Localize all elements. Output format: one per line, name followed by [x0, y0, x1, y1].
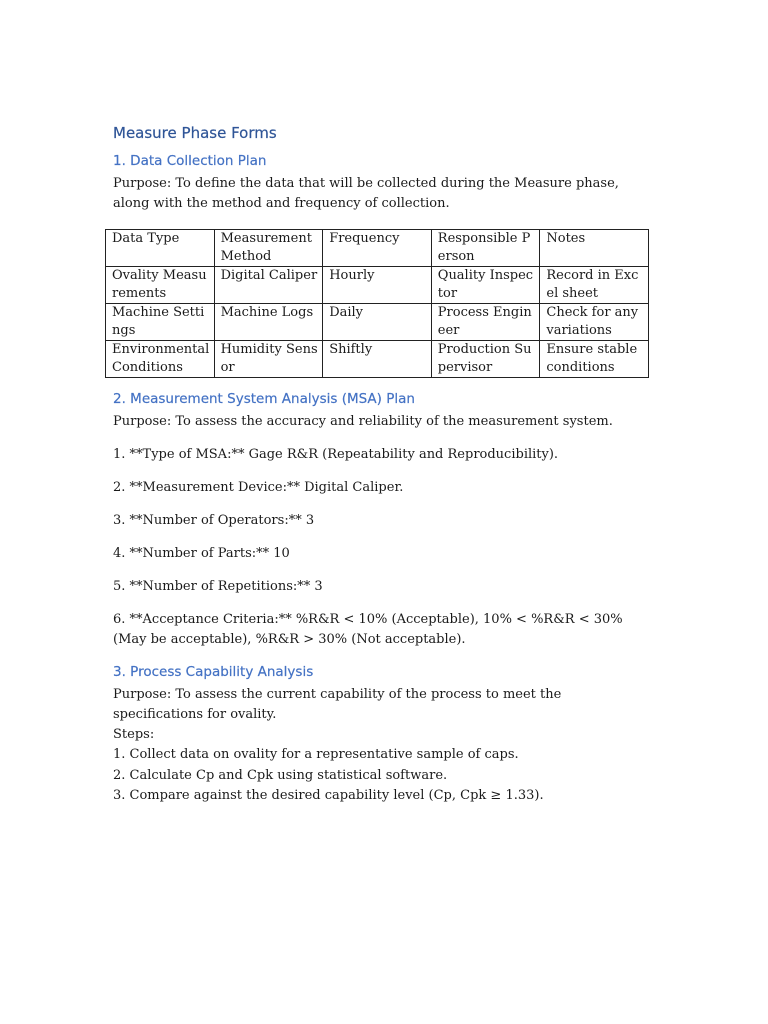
table-cell: Daily: [323, 304, 432, 341]
table-cell: Environmental Conditions: [106, 341, 215, 378]
section-heading-msa-plan: 2. Measurement System Analysis (MSA) Plan: [113, 391, 415, 407]
msa-item: 3. **Number of Operators:** 3: [113, 513, 315, 528]
table-row: [106, 267, 649, 304]
table-cell: Quality Inspector: [431, 267, 540, 304]
msa-item: 1. **Type of MSA:** Gage R&R (Repeatability and Reproducibility).: [113, 447, 559, 462]
table-cell: Humidity Sensor: [214, 341, 323, 378]
msa-item: 6. **Acceptance Criteria:** %R&R < 10% (Acceptable), 10% < %R&R < 30% (May be acceptable), %R&R > 30% (Not acceptable).: [113, 612, 623, 647]
table-cell: Process Engineer: [431, 304, 540, 341]
steps-label: Steps:: [113, 727, 155, 742]
table-header-cell: Frequency: [323, 230, 432, 267]
table-header-cell: Measurement Method: [214, 230, 323, 267]
section-heading-data-collection-plan: 1. Data Collection Plan: [113, 153, 267, 169]
list-item: 2. Calculate Cp and Cpk using statistical software.: [113, 767, 448, 783]
section-purpose: Purpose: To assess the accuracy and reliability of the measurement system.: [113, 414, 613, 429]
page-title: Measure Phase Forms: [113, 124, 277, 142]
table-cell: Digital Caliper: [214, 267, 323, 304]
msa-item: 5. **Number of Repetitions:** 3: [113, 579, 323, 594]
table-row: [106, 304, 649, 341]
table-cell: Hourly: [323, 267, 432, 304]
table-row: [106, 341, 649, 378]
section-purpose: Purpose: To define the data that will be collected during the Measure phase, along with the method and frequency of collection.: [113, 176, 619, 211]
table-cell: Production Supervisor: [431, 341, 540, 378]
list-item: 1. Collect data on ovality for a representative sample of caps.: [113, 747, 519, 762]
section-purpose: Purpose: To assess the current capability of the process to meet the specifications for ovality.: [113, 687, 562, 722]
data-collection-table: [105, 229, 649, 378]
table-cell: Ensure stable conditions: [540, 341, 649, 378]
table-header-cell: Notes: [540, 230, 649, 267]
table-cell: Check for any variations: [540, 304, 649, 341]
msa-item: 4. **Number of Parts:** 10: [113, 546, 290, 561]
table-cell: Record in Excel sheet: [540, 267, 649, 304]
table-cell: Shiftly: [323, 341, 432, 378]
steps-list: [113, 745, 653, 807]
table-header-row: [106, 230, 649, 267]
table-cell: Machine Settings: [106, 304, 215, 341]
table-cell: Machine Logs: [214, 304, 323, 341]
table-header-cell: Responsible Person: [431, 230, 540, 267]
document-content: [113, 124, 653, 807]
table-cell: Ovality Measurements: [106, 267, 215, 304]
list-item: 3. Compare against the desired capability level (Cp, Cpk ≥ 1.33).: [113, 788, 544, 803]
msa-item: 2. **Measurement Device:** Digital Caliper.: [113, 480, 404, 495]
table-header-cell: Data Type: [106, 230, 215, 267]
section-heading-process-capability: 3. Process Capability Analysis: [113, 664, 314, 680]
